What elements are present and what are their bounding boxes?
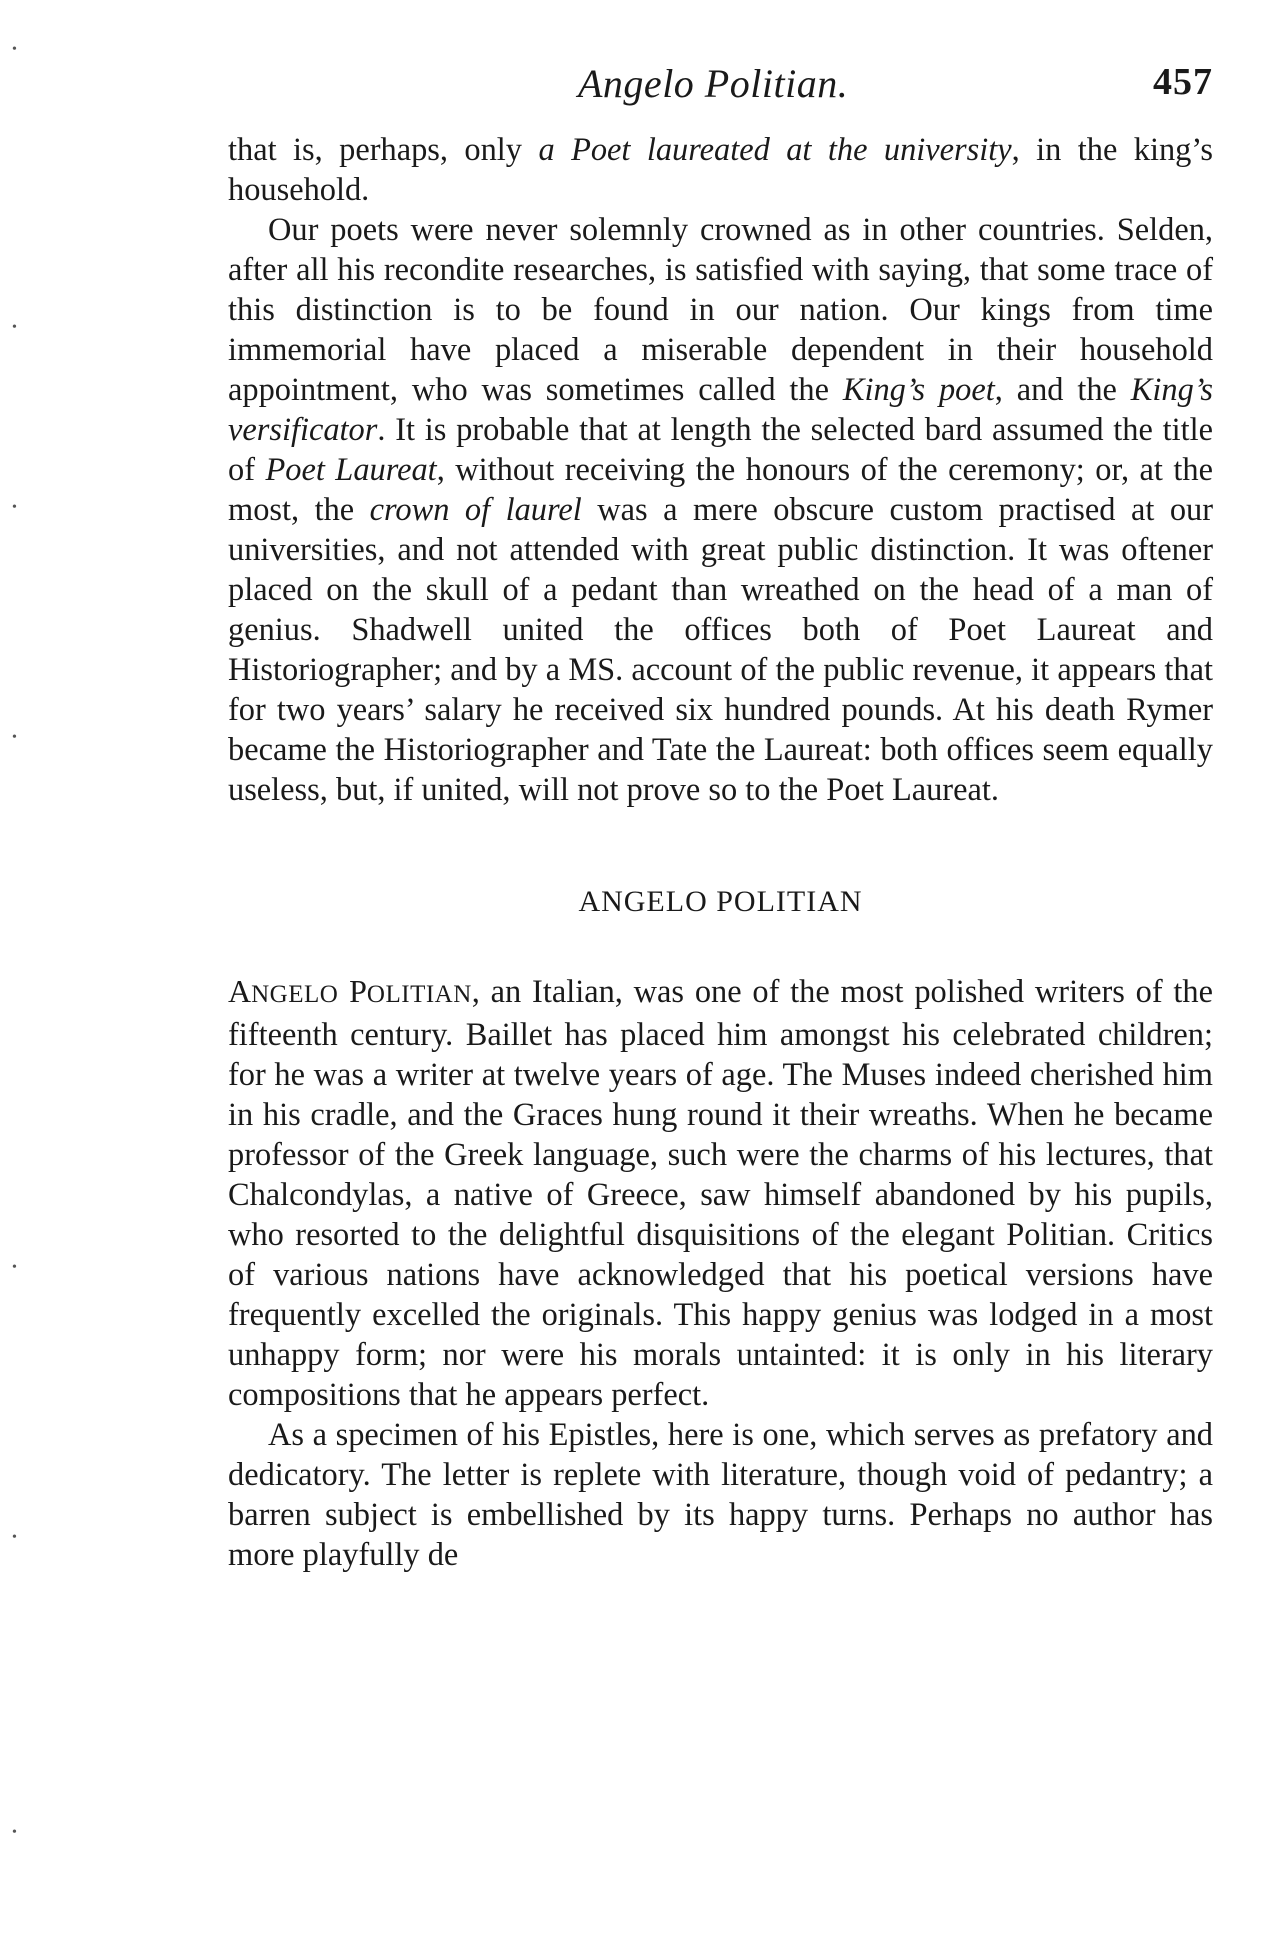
text-run: , an Italian, was one of the most polished writers of the fifteenth century. Baillet has placed him amongst his celebrated children; for he was a writer at twelve years of age. The Muses indeed cherished him in his cradle, and the Graces hung round it their wreaths. When he became professor of the Greek language, such were the charms of his lectures, that Chalcondylas, a native of Greece, saw himself abandoned by his pupils, who resorted to the delightful disquisitions of the elegant Politian. Critics of various nations have acknowledged that his poetical versions have frequently excelled the originals. This happy genius was lodged in a most unhappy form; nor were his morals untainted: it is only in his literary compositions that he appears perfect.	[228, 974, 1213, 1413]
text-run: that is, perhaps, only	[228, 132, 539, 168]
page-number: 457	[1153, 61, 1213, 103]
continued-paragraph	[228, 130, 1213, 210]
poets-laureat-paragraph	[228, 210, 1213, 810]
italic-run: crown of laurel	[369, 492, 582, 528]
scan-speck: •	[12, 42, 17, 57]
italic-run: King’s versificator	[228, 372, 1214, 448]
epistles-paragraph	[228, 1415, 1213, 1575]
text-run: Our poets were never solemnly crowned as in other countries. Selden, after all his recondite researches, is satisfied with saying, that some trace of this distinction is to be found in our nation. Our kings from time immemorial have placed a miserable dependent in their household appointment, who was sometimes called the	[228, 212, 1213, 408]
scan-speck: •	[12, 1530, 17, 1545]
running-head	[228, 60, 1213, 130]
italic-run: a Poet laureated at the university	[538, 132, 1012, 168]
italic-run: Poet Laureat	[265, 452, 437, 488]
scan-speck: •	[12, 730, 17, 745]
book-page	[228, 60, 1213, 1575]
text-run: As a specimen of his Epistles, here is one, which serves as prefatory and dedicatory. The letter is replete with literature, though void of pedantry; a barren subject is embellished by its happy turns. Perhaps no author has more playfully de	[228, 1417, 1213, 1573]
politian-intro-paragraph	[228, 971, 1213, 1415]
small-caps-rest: OLITIAN	[366, 981, 472, 1008]
section-heading: ANGELO POLITIAN	[578, 885, 863, 918]
scan-speck: •	[12, 320, 17, 335]
text-run: . It is probable that at length the selected bard assumed the title of	[228, 412, 1213, 488]
text-run: , and the	[994, 372, 1131, 408]
small-caps-rest: NGELO	[251, 981, 339, 1008]
small-caps-initial: P	[349, 973, 367, 1009]
scan-speck: •	[12, 1260, 17, 1275]
scan-speck: •	[12, 500, 17, 515]
running-title: Angelo Politian.	[578, 61, 849, 106]
text-run: , without receiving the honours of the ceremony; or, at the most, the	[228, 452, 1213, 528]
text-run: was a mere obscure custom practised at our universities, and not attended with great public distinction. It was oftener placed on the skull of a pedant than wreathed on the head of a man of genius. Shadwell united the offices both of Poet Laureat and Historiographer; and by a MS. account of the public revenue, it appears that for two years’ salary he received six hundred pounds. At his death Rymer became the Historiographer and Tate the Laureat: both offices seem equally useless, but, if united, will not prove so to the Poet Laureat.	[228, 492, 1213, 808]
text-run: , in the king’s household.	[228, 132, 1213, 208]
scan-speck: •	[12, 1825, 17, 1840]
small-caps-initial: A	[228, 973, 252, 1009]
margin-artifacts	[0, 0, 30, 1946]
italic-run: King’s poet	[842, 372, 995, 408]
